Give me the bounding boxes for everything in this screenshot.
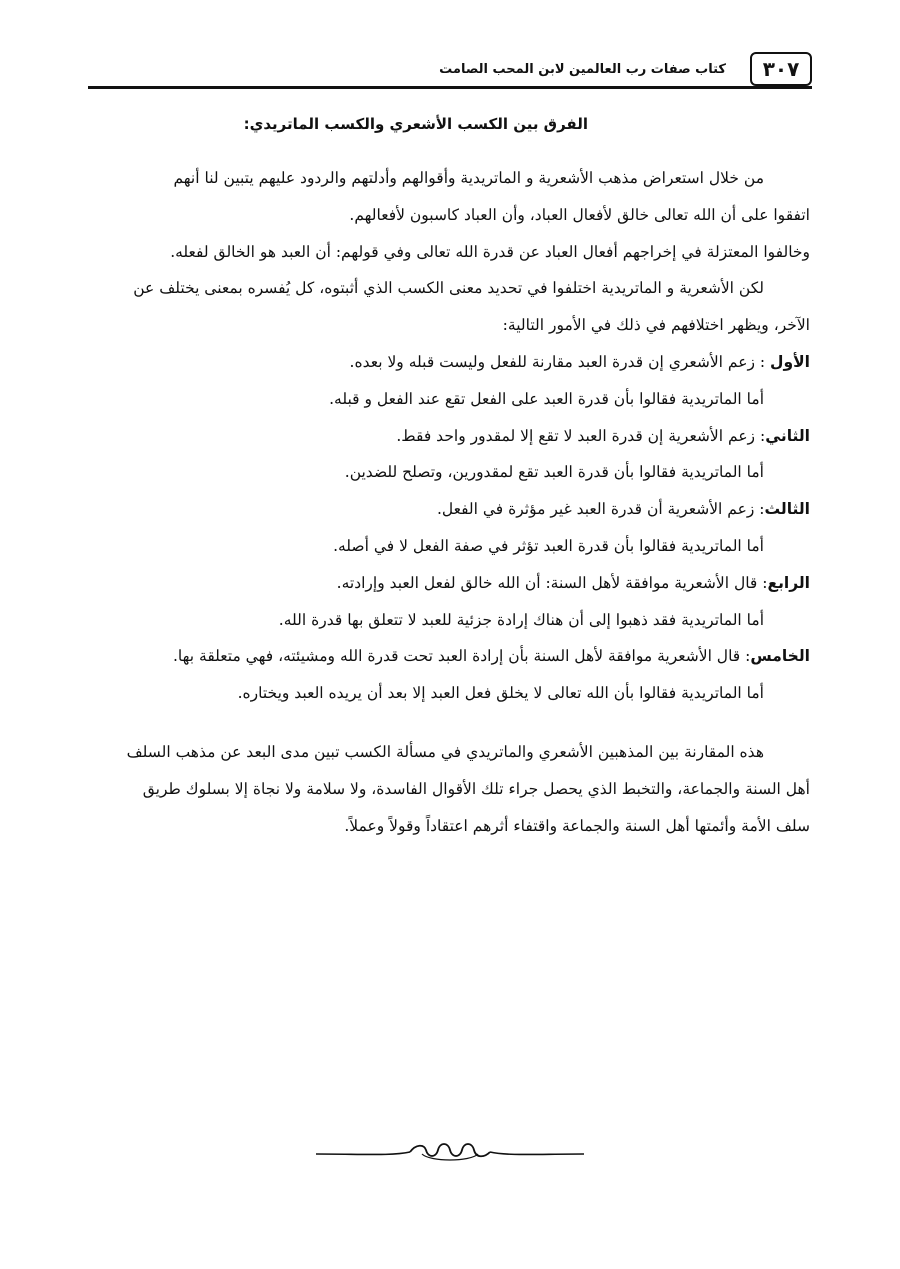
page-body <box>88 160 810 844</box>
point-2-maturidi: أما الماتريدية فقالوا بأن قدرة العبد تقع لمقدورين، وتصلح للضدين. <box>344 463 764 482</box>
point-1-maturidi: أما الماتريدية فقالوا بأن قدرة العبد على الفعل تقع عند الفعل و قبله. <box>329 389 764 408</box>
point-1-label: الأول <box>770 352 810 371</box>
point-2-ashari <box>88 418 810 455</box>
conclusion-line-3: سلف الأمة وأئمتها أهل السنة والجماعة واقتفاء أثرهم اعتقاداً وقولاً وعملاً. <box>344 816 810 835</box>
conclusion-line-2: أهل السنة والجماعة، والتخبط الذي يحصل جراء تلك الأقوال الفاسدة، ولا سلامة ولا نجاة إلا بسلوك طريق <box>142 779 810 798</box>
point-3-ashari-text: : زعم الأشعرية أن قدرة العبد غير مؤثرة في الفعل. <box>436 500 765 519</box>
point-2-label: الثاني <box>765 426 810 445</box>
header-rule <box>88 86 812 89</box>
page-number: ٣٠٧ <box>750 52 812 86</box>
point-5-label: الخامس <box>750 647 810 666</box>
point-5-maturidi: أما الماتريدية فقالوا بأن الله تعالى لا يخلق فعل العبد إلا بعد أن يريده العبد ويختاره. <box>237 684 764 703</box>
difference-line-1: لكن الأشعرية و الماتريدية اختلفوا في تحديد معنى الكسب الذي أثبتوه، كل يُفسره بمعنى يختلف عن <box>133 279 764 298</box>
point-2-ashari-text: : زعم الأشعرية إن قدرة العبد لا تقع إلا لمقدور واحد فقط. <box>396 426 766 445</box>
point-3-label: الثالث <box>764 500 810 519</box>
difference-line-2: الآخر، ويظهر اختلافهم في ذلك في الأمور التالية: <box>502 316 810 335</box>
point-5-ashari-text: : قال الأشعرية موافقة لأهل السنة بأن إرادة العبد تحت قدرة الله ومشيئته، فهي متعلقة بها. <box>172 647 751 666</box>
intro-line-1: من خلال استعراض مذهب الأشعرية و الماتريدية وأقوالهم وأدلتهم والردود عليهم يتبين لنا أنهم <box>173 169 764 187</box>
book-title: كتاب صفات رب العالمين لابن المحب الصامت <box>439 62 726 77</box>
point-3-maturidi: أما الماتريدية فقالوا بأن قدرة العبد تؤثر في صفة الفعل لا في أصله. <box>333 536 764 555</box>
point-4-ashari-text: : قال الأشعرية موافقة لأهل السنة: أن الله خالق لفعل العبد وإرادته. <box>336 573 768 592</box>
end-ornament-icon <box>312 1134 588 1168</box>
point-1-ashari-text: : زعم الأشعري إن قدرة العبد مقارنة للفعل وليست قبله ولا بعده. <box>349 352 771 371</box>
section-heading: الفرق بين الكسب الأشعري والكسب الماتريدي: <box>243 115 588 133</box>
point-4-ashari <box>88 565 810 602</box>
conclusion-line-1: هذه المقارنة بين المذهبين الأشعري والماتريدي في مسألة الكسب تبين مدى البعد عن مذهب السلف <box>126 742 764 761</box>
point-4-label: الرابع <box>767 573 810 592</box>
intro-line-2: اتفقوا على أن الله تعالى خالق لأفعال العباد، وأن العباد كاسبون لأفعالهم. <box>349 205 810 224</box>
paragraph-gap <box>88 712 810 734</box>
point-4-maturidi: أما الماتريدية فقد ذهبوا إلى أن هناك إرادة جزئية للعبد لا تتعلق بها قدرة الله. <box>278 610 764 629</box>
mutazila-line: وخالفوا المعتزلة في إخراجهم أفعال العباد عن قدرة الله تعالى وفي قولهم: أن العبد هو الخالق لفعله. <box>170 242 810 261</box>
point-5-ashari <box>88 638 810 675</box>
point-1-ashari <box>88 344 810 381</box>
point-3-ashari <box>88 491 810 528</box>
